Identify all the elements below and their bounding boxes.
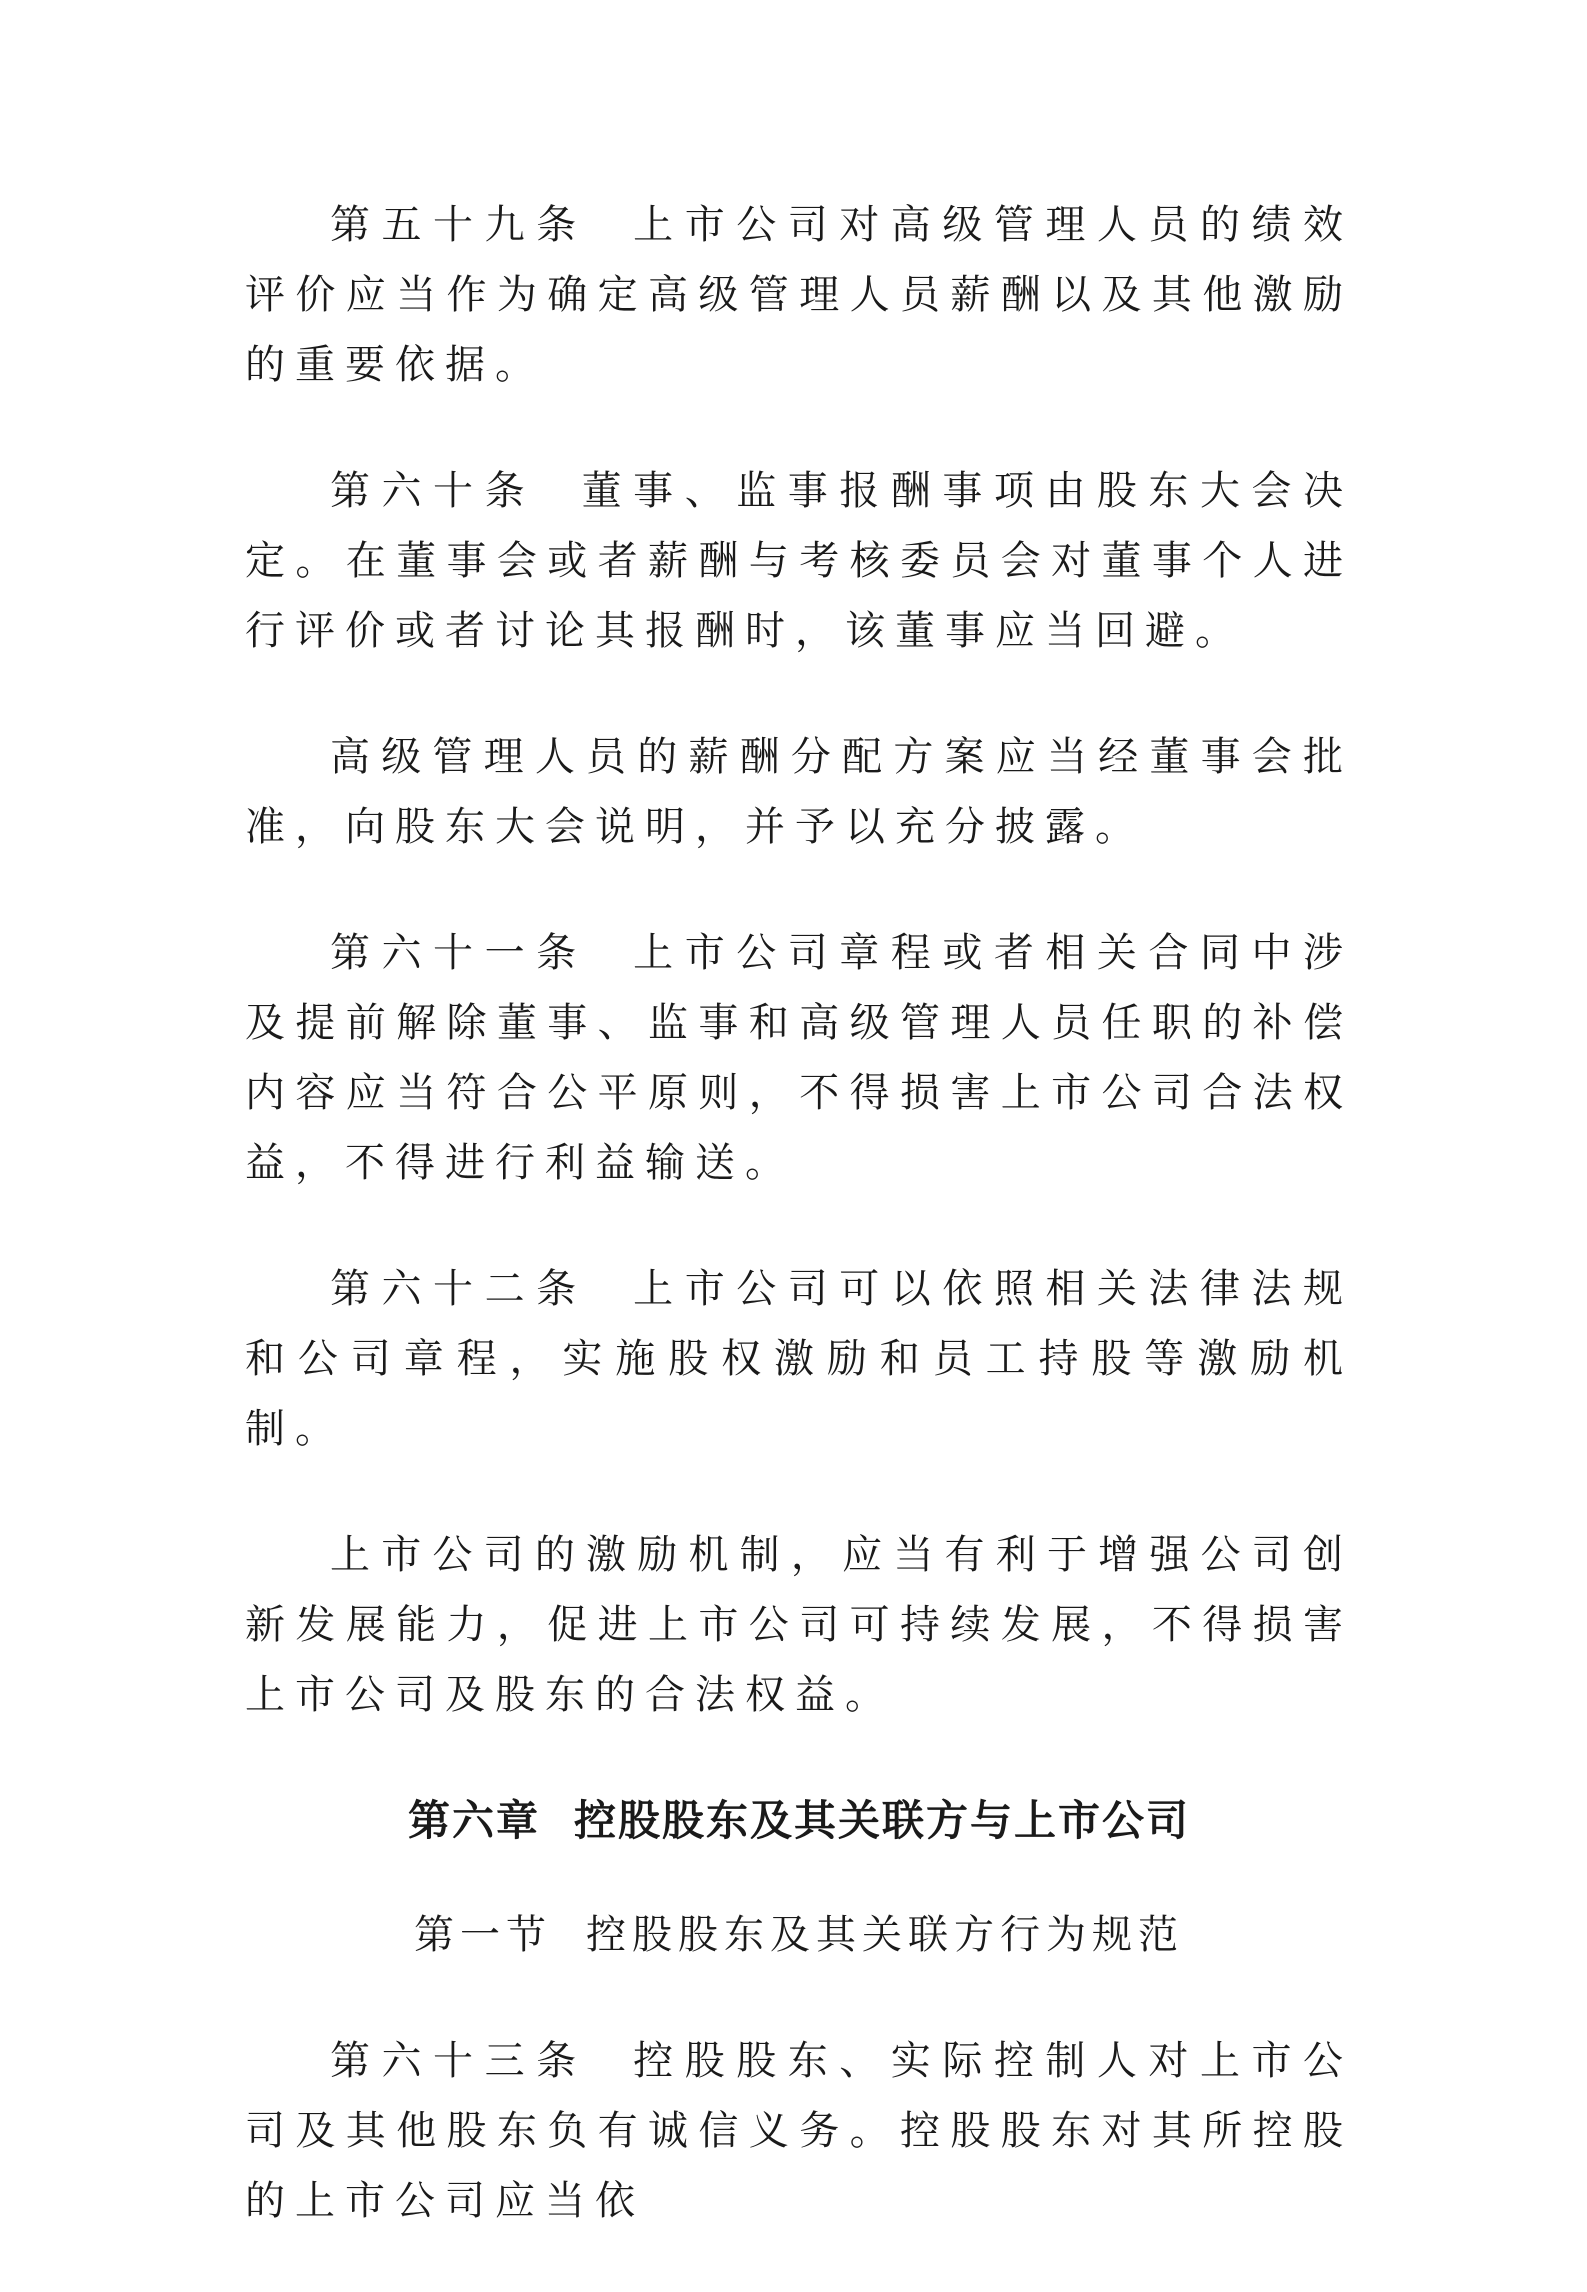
article-label: 第六十条 bbox=[330, 468, 537, 514]
article-text: 上市公司可以依照相关法律法规和公司章程，实施股权激励和员工持股等激励机制。 bbox=[245, 1266, 1354, 1452]
article-text: 上市公司对高级管理人员的绩效评价应当作为确定高级管理人员薪酬以及其他激励的重要依据。 bbox=[245, 202, 1354, 388]
article-text: 上市公司的激励机制，应当有利于增强公司创新发展能力，促进上市公司可持续发展，不得损害上市公司及股东的合法权益。 bbox=[245, 1532, 1353, 1718]
article-62 bbox=[245, 1254, 1353, 1464]
article-text: 董事、监事报酬事项由股东大会决定。在董事会或者薪酬与考核委员会对董事个人进行评价或者讨论其报酬时，该董事应当回避。 bbox=[245, 468, 1354, 654]
document-page bbox=[245, 190, 1353, 2292]
chapter-number: 第六章 bbox=[407, 1796, 540, 1845]
article-label: 第五十九条 bbox=[330, 202, 588, 248]
chapter-title: 控股股东及其关联方与上市公司 bbox=[574, 1796, 1191, 1845]
article-63 bbox=[245, 2026, 1353, 2236]
article-text: 上市公司章程或者相关合同中涉及提前解除董事、监事和高级管理人员任职的补偿内容应当符合公平原则，不得损害上市公司合法权益，不得进行利益输送。 bbox=[245, 930, 1354, 1186]
article-label: 第六十二条 bbox=[330, 1266, 588, 1312]
section-title: 控股股东及其关联方行为规范 bbox=[586, 1912, 1184, 1958]
article-text: 高级管理人员的薪酬分配方案应当经董事会批准，向股东大会说明，并予以充分披露。 bbox=[245, 734, 1353, 850]
article-60-paragraph-2 bbox=[245, 722, 1353, 862]
article-label: 第六十三条 bbox=[330, 2038, 588, 2084]
chapter-heading bbox=[245, 1786, 1353, 1856]
article-62-paragraph-2 bbox=[245, 1520, 1353, 1730]
article-60 bbox=[245, 456, 1353, 666]
article-59 bbox=[245, 190, 1353, 400]
section-heading bbox=[245, 1900, 1353, 1970]
section-number: 第一节 bbox=[414, 1912, 552, 1958]
article-text: 控股股东、实际控制人对上市公司及其他股东负有诚信义务。控股股东对其所控股的上市公司应当依 bbox=[245, 2038, 1354, 2224]
article-label: 第六十一条 bbox=[330, 930, 588, 976]
article-61 bbox=[245, 918, 1353, 1198]
